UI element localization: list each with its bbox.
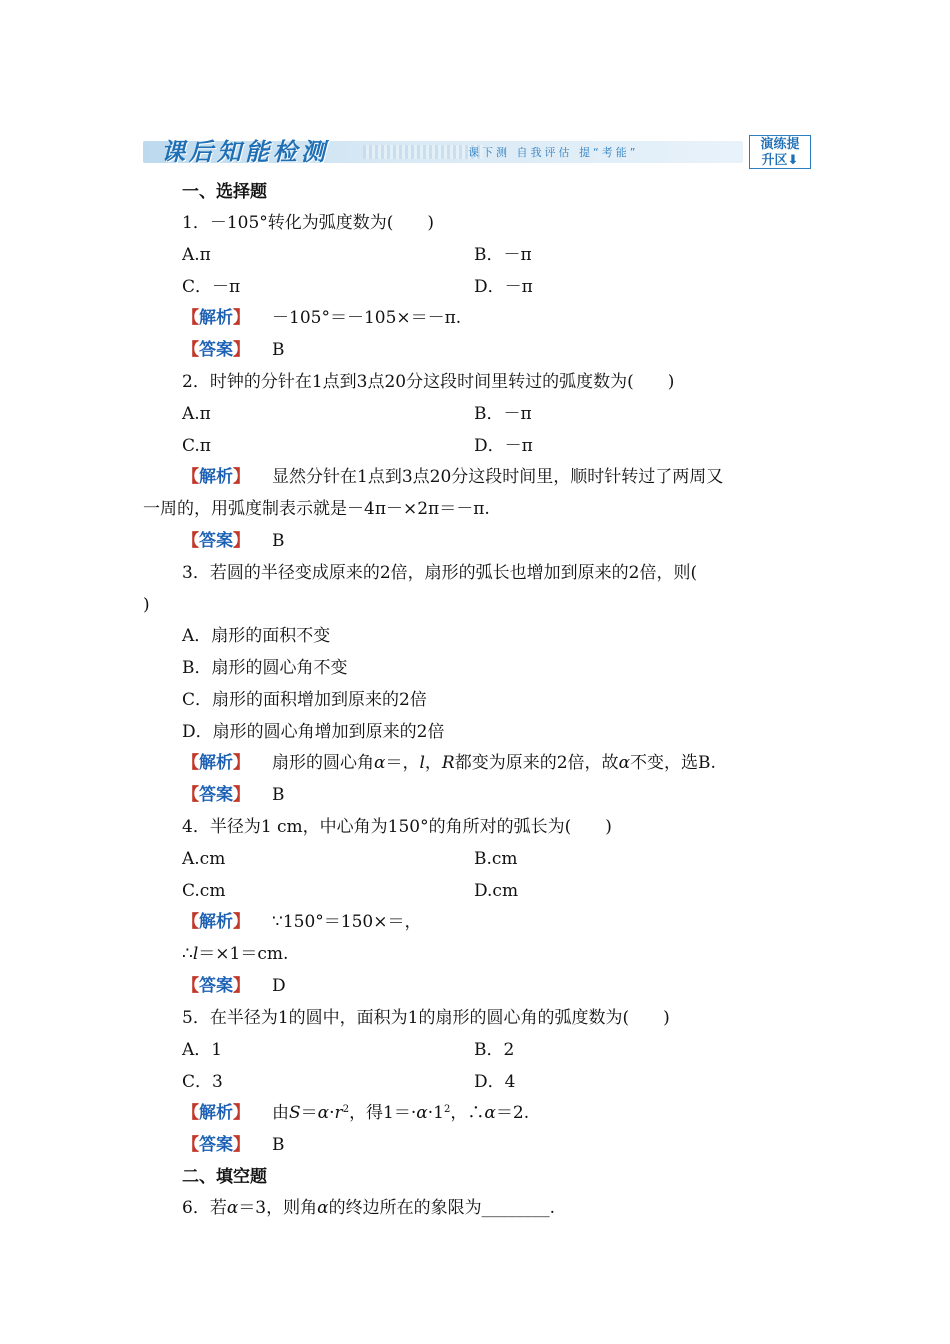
q2-analysis-line2: 一周的，用弧度制表示就是－4π－×2π＝－π. [143,499,490,519]
q2-analysis-line1: 【解析】 显然分针在1点到3点20分这段时间里，顺时针转过了两周又 [182,467,724,487]
q5-analysis: 【解析】 由$S=\alpha\cdot r^2$，得$1=\cdot\alpha\cdot 1^2$，∴α＝2. [182,1103,530,1123]
q4-option-a: A.cm [182,849,226,869]
q5-answer: 【答案】 B [182,1135,285,1155]
q3-option-a: A．扇形的面积不变 [182,626,331,646]
q1-option-c: C．－π [182,277,241,297]
banner-box-line2: 升区⬇ [761,153,799,168]
q4-analysis: 【解析】 ∵150°＝150×＝， [182,912,422,932]
q6-stem: 6．若α＝3，则角α的终边所在的象限为________. [182,1198,556,1218]
q4-stem: 4．半径为1 cm，中心角为150°的角所对的弧长为( ) [182,817,612,837]
q5-option-a: A．1 [182,1040,223,1060]
q4-analysis-line2: ∴l＝×1＝cm. [182,944,289,964]
q2-option-d: D．－π [474,436,533,456]
q2-option-a: A.π [182,404,211,424]
q1-stem: 1．－105°转化为弧度数为( ) [182,213,435,233]
answer-tag: 【答案】 [182,785,250,805]
q4-option-b: B.cm [474,849,518,869]
section-banner [143,135,815,173]
q5-stem: 5．在半径为1的圆中，面积为1的扇形的圆心角的弧度数为( ) [182,1008,670,1028]
answer-tag: 【答案】 [182,1135,250,1155]
q3-option-d: D．扇形的圆心角增加到原来的2倍 [182,722,445,742]
q3-option-c: C．扇形的面积增加到原来的2倍 [182,690,427,710]
q5-option-b: B．2 [474,1040,515,1060]
analysis-tag: 【解析】 [182,308,250,328]
q4-option-d: D.cm [474,881,519,901]
section-heading-fill: 二、填空题 [182,1167,267,1187]
q1-option-d: D．－π [474,277,533,297]
banner-title: 课后知能检测 [161,138,329,166]
q1-analysis: 【解析】 －105°＝－105×＝－π. [182,308,462,328]
q1-answer: 【答案】 B [182,340,285,360]
q2-option-c: C.π [182,436,211,456]
analysis-tag: 【解析】 [182,1103,250,1123]
answer-tag: 【答案】 [182,531,250,551]
q2-stem: 2．时钟的分针在1点到3点20分这段时间里转过的弧度数为( ) [182,372,675,392]
q3-option-b: B．扇形的圆心角不变 [182,658,348,678]
q4-option-c: C.cm [182,881,226,901]
q2-answer: 【答案】 B [182,531,285,551]
analysis-tag: 【解析】 [182,753,250,773]
q3-analysis: 【解析】 扇形的圆心角α＝，l，R都变为原来的2倍，故α不变，选B. [182,753,716,773]
banner-box [749,135,811,169]
q5-option-d: D．4 [474,1072,516,1092]
banner-subtitle: 课下测 自我评估 提“考能” [468,146,639,159]
q2-option-b: B．－π [474,404,532,424]
analysis-tag: 【解析】 [182,912,250,932]
q1-option-b: B．－π [474,245,532,265]
q4-answer: 【答案】 D [182,976,286,996]
answer-tag: 【答案】 [182,340,250,360]
banner-box-line1: 演练提 [760,137,800,152]
q5-option-c: C．3 [182,1072,223,1092]
answer-tag: 【答案】 [182,976,250,996]
q1-option-a: A.π [182,245,211,265]
q3-stem-line1: 3．若圆的半径变成原来的2倍，扇形的弧长也增加到原来的2倍，则( [182,563,698,583]
banner-stripes [363,145,483,159]
q3-stem-line2: ) [143,595,150,615]
q3-answer: 【答案】 B [182,785,285,805]
analysis-tag: 【解析】 [182,467,250,487]
section-heading-choice: 一、选择题 [182,182,267,202]
